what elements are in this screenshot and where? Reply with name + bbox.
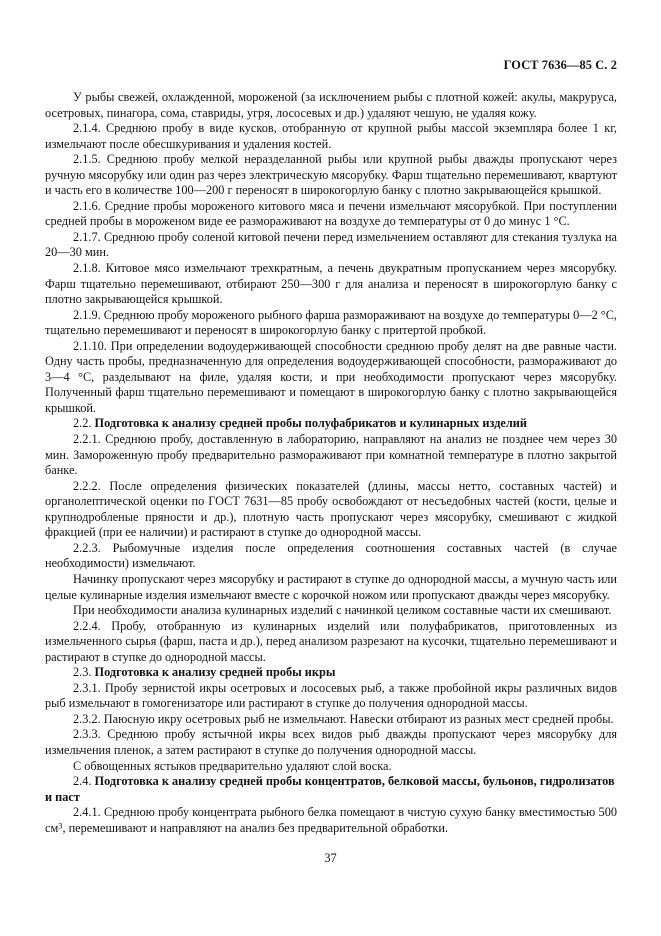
section-title-2-2: Подготовка к анализу средней пробы полуфабрикатов и кулинарных изделий — [94, 416, 527, 431]
section-number-2-4: 2.4. — [73, 774, 95, 789]
paragraph-2-3-3: 2.3.3. Среднюю пробу ястычной икры всех видов рыб дважды пропускают через мясорубку для измельчения пленок, а затем растирают в ступке до получения однородной массы. — [45, 727, 617, 757]
section-number-2-2: 2.2. — [73, 416, 95, 431]
paragraph-2-2-1: 2.2.1. Среднюю пробу, доставленную в лабораторию, направляют на анализ не позднее чем через 30 мин. Замороженную пробу предварительно размораживают при комнатной температуре в плотно закрытой банке. — [45, 432, 617, 478]
paragraph-2-4-1 — [45, 805, 617, 836]
paragraph-2-1-5: 2.1.5. Среднюю пробу мелкой неразделанной рыбы или крупной рыбы дважды пропускают через ручную мясорубку или один раз через электрическую мясорубку. Фарш тщательно перемешивают, квартуют и часть его в количестве 100—200 г переносят в широкогорлую банку с плотно закрывающейся крышкой. — [45, 152, 617, 198]
paragraph-2-1-7: 2.1.7. Среднюю пробу соленой китовой печени перед измельчением оставляют для стекания тузлука на 20—30 мин. — [45, 229, 617, 260]
section-title-2-3: Подготовка к анализу средней пробы икры — [94, 665, 336, 680]
paragraph-intro-scale: У рыбы свежей, охлажденной, мороженой (за исключением рыбы с плотной кожей: акулы, макруруса, осетровых, пинагора, сома, ставриды, угря, лососевых и др.) удаляют чешую, не удаляя кожу. — [45, 90, 617, 120]
paragraph-obvoschennyh: С обвощенных ястыков предварительно удаляют слой воска. — [73, 758, 392, 773]
section-heading-2-4 — [45, 774, 617, 805]
section-heading-2-2 — [45, 416, 617, 432]
paragraph-2-4-1-text-after: , перемешивают и направляют на анализ без предварительной обработки. — [62, 820, 449, 835]
section-title-2-4: Подготовка к анализу средней пробы концентратов, белковой массы, бульонов, гидролизатов и паст — [45, 774, 615, 804]
paragraph-2-4-1-text-before: 2.4.1. Среднюю пробу концентрата рыбного белка помещают в чистую сухую банку вместимостью 500 см — [45, 805, 617, 835]
paragraph-2-1-10: 2.1.10. При определении водоудерживающей способности среднюю пробу делят на две равные части. Одну часть пробы, предназначенную для определения водоудерживающей способности, размораживают до 3—4 °С, разделывают на филе, удаляя кости, и при необходимости пропускают через мясорубку. Полученный фарш тщательно перемешивают и помещают в широкогорлую банку с плотно закрывающейся крышкой. — [45, 338, 617, 415]
paragraph-2-1-8: 2.1.8. Китовое мясо измельчают трехкратным, а печень двукратным пропусканием через мясорубку. Фарш тщательно перемешивают, отбирают 250—300 г для анализа и переносят в широкогорлую банку с плотно закрывающейся крышкой. — [45, 261, 617, 307]
paragraph-2-2-3: 2.2.3. Рыбомучные изделия после определения соотношения составных частей (в случае необходимости) измельчают. — [45, 540, 617, 571]
section-heading-2-3 — [45, 665, 617, 681]
section-number-2-3: 2.3. — [73, 665, 95, 680]
paragraph-2-1-6: 2.1.6. Средние пробы мороженого китового мяса и печени измельчают мясорубкой. При поступлении средней пробы в мороженом виде ее размораживают на воздухе до температуры от 0 до минус 1 °С. — [45, 198, 617, 229]
paragraph-nachinku: Начинку пропускают через мясорубку и растирают в ступке до однородной массы, а мучную часть или целые кулинарные изделия измельчают вместе с корочкой ножом или пропускают дважды через мясорубку. — [45, 571, 617, 602]
paragraph-2-3-1: 2.3.1. Пробу зернистой икры осетровых и лососевых рыб, а также пробойной икры различных видов рыб измельчают в гомогенизаторе или растирают в ступке до получения однородной массы. — [45, 680, 617, 711]
cubic-centimetre-superscript: 3 — [58, 821, 63, 831]
running-head: ГОСТ 7636—85 С. 2 — [503, 58, 617, 72]
paragraph-2-2-2: 2.2.2. После определения физических показателей (длины, массы нетто, составных частей) и органолептической оценки по ГОСТ 7631—85 пробу освобождают от несъедобных частей (кости, целые и крупнодробленые пряности и др.), плотную часть пропускают через мясорубку, смешивают с жидкой фракцией (при ее наличии) и растирают в ступке до однородной массы. — [45, 478, 617, 540]
paragraph-2-1-4: 2.1.4. Среднюю пробу в виде кусков, отобранную от крупной рыбы массой экземпляра более 1 кг, измельчают после обесшкуривания и удаления костей. — [45, 121, 617, 151]
page-number: 37 — [324, 851, 337, 865]
document-body — [45, 90, 617, 836]
paragraph-2-3-2: 2.3.2. Паюсную икру осетровых рыб не измельчают. Навески отбирают из разных мест средней пробы. — [73, 711, 614, 726]
paragraph-pri-neobhodimosti: При необходимости анализа кулинарных изделий с начинкой целиком составные части их смешивают. — [73, 603, 612, 618]
paragraph-2-1-9: 2.1.9. Среднюю пробу мороженого рыбного фарша размораживают на воздухе до температуры 0—2 °С, тщательно перемешивают и переносят в широкогорлую банку с притертой пробкой. — [45, 307, 617, 338]
paragraph-2-2-4: 2.2.4. Пробу, отобранную из кулинарных изделий или полуфабрикатов, приготовленных из измельченного сырья (фарш, паста и др.), перед анализом разрезают на кусочки, тщательно перемешивают и растирают в ступке до однородной массы. — [45, 618, 617, 664]
